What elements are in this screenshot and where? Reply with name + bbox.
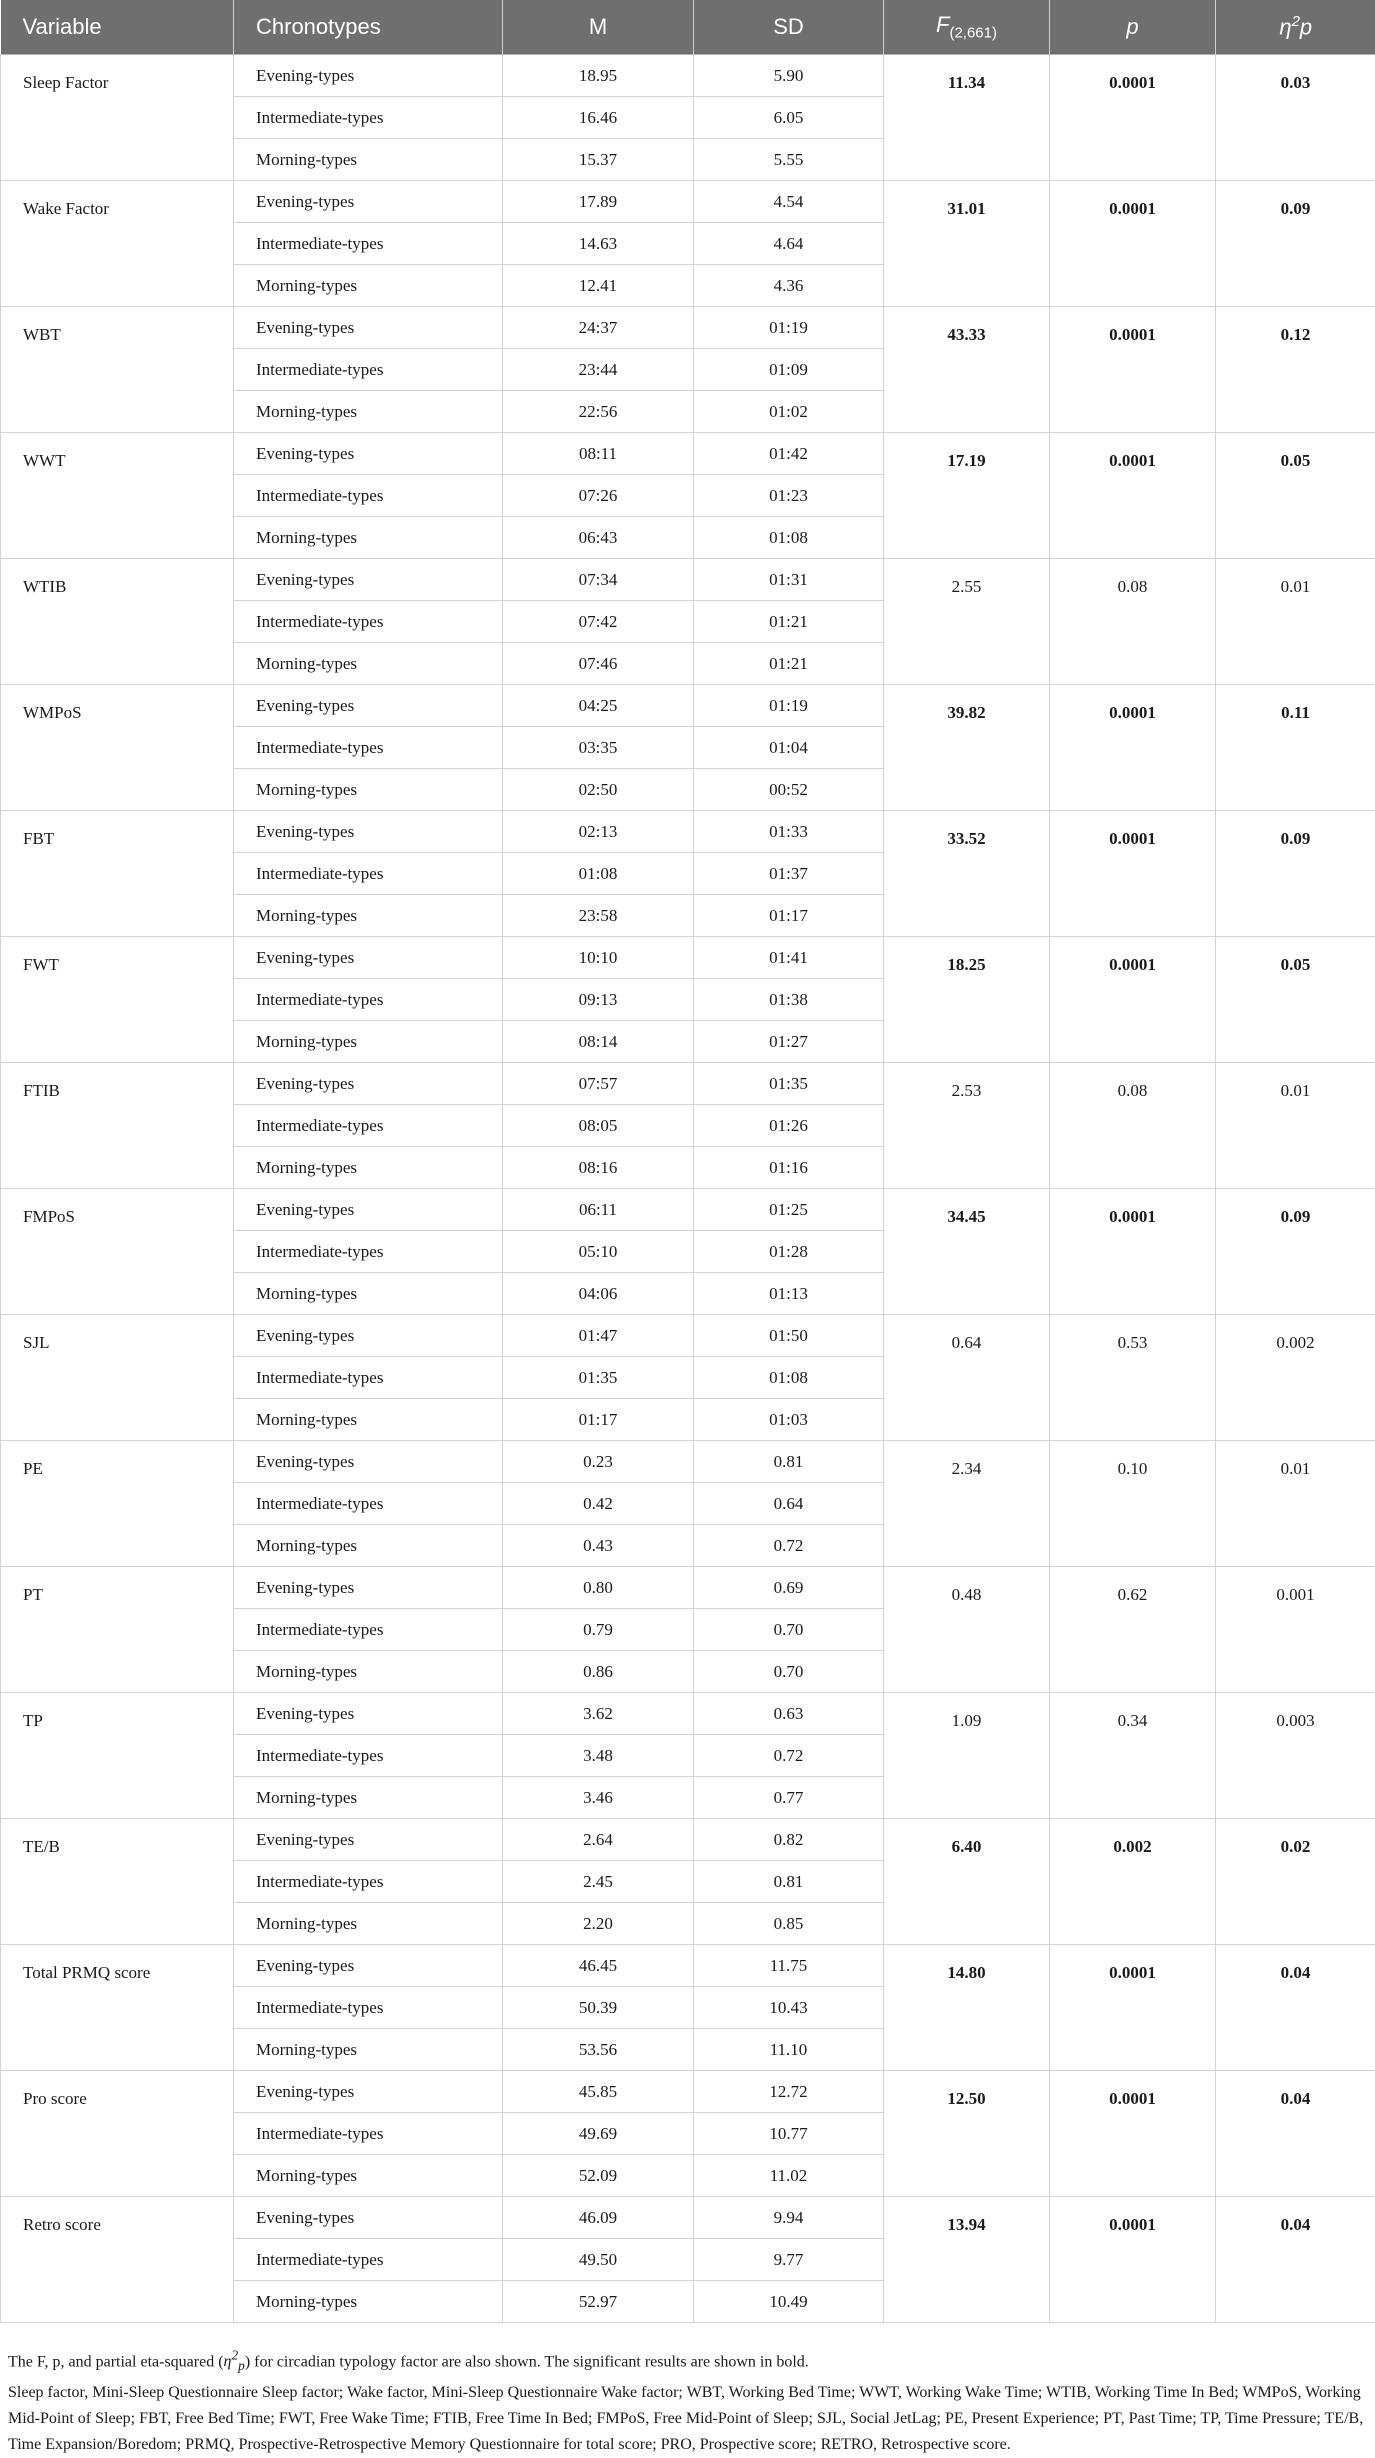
p-value-cell: 0.0001	[1050, 811, 1216, 937]
mean-cell: 01:08	[503, 853, 694, 895]
chronotype-cell: Evening-types	[234, 559, 503, 601]
chronotype-cell: Evening-types	[234, 937, 503, 979]
mean-cell: 2.64	[503, 1819, 694, 1861]
mean-cell: 12.41	[503, 265, 694, 307]
sd-cell: 01:08	[694, 517, 884, 559]
mean-cell: 05:10	[503, 1231, 694, 1273]
mean-cell: 23:44	[503, 349, 694, 391]
eta-squared-cell: 0.05	[1216, 937, 1375, 1063]
sd-cell: 10.49	[694, 2281, 884, 2323]
sd-cell: 0.81	[694, 1861, 884, 1903]
mean-cell: 2.20	[503, 1903, 694, 1945]
sd-cell: 01:19	[694, 307, 884, 349]
variable-name-cell: FTIB	[1, 1063, 234, 1189]
sd-cell: 0.70	[694, 1609, 884, 1651]
variable-name-cell: FMPoS	[1, 1189, 234, 1315]
table-row	[1, 1189, 1375, 1231]
chronotype-cell: Morning-types	[234, 2155, 503, 2197]
p-value-cell: 0.53	[1050, 1315, 1216, 1441]
mean-cell: 08:05	[503, 1105, 694, 1147]
mean-cell: 45.85	[503, 2071, 694, 2113]
f-value-cell: 2.55	[884, 559, 1050, 685]
p-value-cell: 0.62	[1050, 1567, 1216, 1693]
eta-squared-cell: 0.02	[1216, 1819, 1375, 1945]
p-value-cell: 0.0001	[1050, 685, 1216, 811]
table-body	[1, 55, 1375, 2323]
chronotype-cell: Evening-types	[234, 1567, 503, 1609]
chronotype-cell: Intermediate-types	[234, 1357, 503, 1399]
chronotype-cell: Intermediate-types	[234, 2239, 503, 2281]
chronotype-cell: Evening-types	[234, 685, 503, 727]
eta-squared-cell: 0.01	[1216, 1441, 1375, 1567]
eta-squared-cell: 0.09	[1216, 811, 1375, 937]
f-value-cell: 2.53	[884, 1063, 1050, 1189]
chronotype-cell: Evening-types	[234, 1063, 503, 1105]
sd-cell: 01:28	[694, 1231, 884, 1273]
table-row	[1, 2071, 1375, 2113]
table-row	[1, 1315, 1375, 1357]
sd-cell: 4.54	[694, 181, 884, 223]
chronotype-cell: Morning-types	[234, 1903, 503, 1945]
sd-cell: 01:19	[694, 685, 884, 727]
f-value-cell: 18.25	[884, 937, 1050, 1063]
mean-cell: 0.80	[503, 1567, 694, 1609]
chronotype-cell: Evening-types	[234, 2071, 503, 2113]
mean-cell: 02:50	[503, 769, 694, 811]
f-value-cell: 6.40	[884, 1819, 1050, 1945]
variable-name-cell: WTIB	[1, 559, 234, 685]
sd-cell: 5.90	[694, 55, 884, 97]
p-value-cell: 0.0001	[1050, 1189, 1216, 1315]
sd-cell: 6.05	[694, 97, 884, 139]
mean-cell: 08:16	[503, 1147, 694, 1189]
eta-squared-cell: 0.11	[1216, 685, 1375, 811]
footnote-significance: The F, p, and partial eta-squared $(\eta^2_p)$ for circadian typology factor are also shown. The significant results are shown in bold.	[8, 2343, 1367, 2380]
chronotype-cell: Intermediate-types	[234, 1735, 503, 1777]
chronotype-cell: Morning-types	[234, 1525, 503, 1567]
sd-cell: 9.77	[694, 2239, 884, 2281]
chronotype-cell: Morning-types	[234, 1021, 503, 1063]
sd-cell: 01:23	[694, 475, 884, 517]
table-row	[1, 811, 1375, 853]
mean-cell: 15.37	[503, 139, 694, 181]
table-row	[1, 55, 1375, 97]
sd-cell: 4.36	[694, 265, 884, 307]
chronotype-cell: Evening-types	[234, 307, 503, 349]
table-row	[1, 937, 1375, 979]
chronotype-cell: Morning-types	[234, 769, 503, 811]
mean-cell: 0.79	[503, 1609, 694, 1651]
mean-cell: 3.62	[503, 1693, 694, 1735]
header-chronotypes: Chronotypes	[234, 0, 503, 55]
mean-cell: 0.86	[503, 1651, 694, 1693]
sd-cell: 10.43	[694, 1987, 884, 2029]
mean-cell: 49.50	[503, 2239, 694, 2281]
eta-squared-cell: 0.09	[1216, 181, 1375, 307]
mean-cell: 02:13	[503, 811, 694, 853]
chronotype-cell: Evening-types	[234, 1189, 503, 1231]
chronotype-cell: Evening-types	[234, 1819, 503, 1861]
sd-cell: 5.55	[694, 139, 884, 181]
sd-cell: 0.70	[694, 1651, 884, 1693]
chronotype-cell: Intermediate-types	[234, 727, 503, 769]
footnote-abbreviations: Sleep factor, Mini-Sleep Questionnaire Sleep factor; Wake factor, Mini-Sleep Questionnaire Wake factor; WBT, Working Bed Time; WWT, Working Wake Time; WTIB, Working Time In Bed; WMPoS, Working Mid-Point of Sleep; FBT, Free Bed Time; FWT, Free Wake Time; FTIB, Free Time In Bed; FMPoS, Free Mid-Point of Sleep; SJL, Social JetLag; PE, Present Experience; PT, Past Time; TP, Time Pressure; TE/B, Time Expansion/Boredom; PRMQ, Prospective-Retrospective Memory Questionnaire for total score; PRO, Prospective score; RETRO, Retrospective score.	[8, 2380, 1367, 2458]
p-value-cell: 0.0001	[1050, 2071, 1216, 2197]
sd-cell: 9.94	[694, 2197, 884, 2239]
mean-cell: 07:34	[503, 559, 694, 601]
sd-cell: 12.72	[694, 2071, 884, 2113]
chronotype-cell: Evening-types	[234, 55, 503, 97]
mean-cell: 23:58	[503, 895, 694, 937]
sd-cell: 01:50	[694, 1315, 884, 1357]
chronotype-cell: Intermediate-types	[234, 2113, 503, 2155]
header-f-df: (2,661)	[949, 25, 997, 42]
table-row	[1, 1567, 1375, 1609]
sd-cell: 01:26	[694, 1105, 884, 1147]
chronotype-cell: Morning-types	[234, 1147, 503, 1189]
header-p-value: p	[1050, 0, 1216, 55]
chronotype-cell: Intermediate-types	[234, 853, 503, 895]
sd-cell: 4.64	[694, 223, 884, 265]
p-value-cell: 0.10	[1050, 1441, 1216, 1567]
f-value-cell: 14.80	[884, 1945, 1050, 2071]
chronotype-cell: Morning-types	[234, 1651, 503, 1693]
table-footnotes	[0, 2323, 1375, 2458]
mean-cell: 06:43	[503, 517, 694, 559]
table-header	[1, 0, 1375, 55]
sd-cell: 01:08	[694, 1357, 884, 1399]
chronotype-cell: Evening-types	[234, 2197, 503, 2239]
mean-cell: 07:46	[503, 643, 694, 685]
chronotype-cell: Morning-types	[234, 1399, 503, 1441]
sd-cell: 01:21	[694, 643, 884, 685]
mean-cell: 24:37	[503, 307, 694, 349]
mean-cell: 50.39	[503, 1987, 694, 2029]
chronotype-cell: Intermediate-types	[234, 979, 503, 1021]
f-value-cell: 1.09	[884, 1693, 1050, 1819]
eta-squared-cell: 0.01	[1216, 1063, 1375, 1189]
mean-cell: 0.43	[503, 1525, 694, 1567]
table-row	[1, 1945, 1375, 1987]
chronotype-cell: Morning-types	[234, 265, 503, 307]
f-value-cell: 2.34	[884, 1441, 1050, 1567]
chronotype-cell: Intermediate-types	[234, 349, 503, 391]
variable-name-cell: Pro score	[1, 2071, 234, 2197]
mean-cell: 46.45	[503, 1945, 694, 1987]
variable-name-cell: WWT	[1, 433, 234, 559]
p-value-cell: 0.0001	[1050, 2197, 1216, 2323]
mean-cell: 3.46	[503, 1777, 694, 1819]
header-sd: SD	[694, 0, 884, 55]
chronotype-cell: Intermediate-types	[234, 1483, 503, 1525]
mean-cell: 04:25	[503, 685, 694, 727]
eta-squared-cell: 0.12	[1216, 307, 1375, 433]
f-value-cell: 34.45	[884, 1189, 1050, 1315]
eta-squared-cell: 0.001	[1216, 1567, 1375, 1693]
header-mean: M	[503, 0, 694, 55]
variable-name-cell: WBT	[1, 307, 234, 433]
eta-squared-cell: 0.003	[1216, 1693, 1375, 1819]
eta-squared-cell: 0.04	[1216, 1945, 1375, 2071]
chronotype-cell: Evening-types	[234, 1441, 503, 1483]
f-value-cell: 17.19	[884, 433, 1050, 559]
sd-cell: 0.63	[694, 1693, 884, 1735]
table-row	[1, 559, 1375, 601]
variable-name-cell: Wake Factor	[1, 181, 234, 307]
mean-cell: 01:35	[503, 1357, 694, 1399]
sd-cell: 01:17	[694, 895, 884, 937]
chronotype-cell: Intermediate-types	[234, 97, 503, 139]
variable-name-cell: Retro score	[1, 2197, 234, 2323]
chronotype-cell: Evening-types	[234, 1315, 503, 1357]
mean-cell: 08:11	[503, 433, 694, 475]
mean-cell: 17.89	[503, 181, 694, 223]
f-value-cell: 12.50	[884, 2071, 1050, 2197]
mean-cell: 46.09	[503, 2197, 694, 2239]
sd-cell: 0.64	[694, 1483, 884, 1525]
chronotype-cell: Evening-types	[234, 181, 503, 223]
sd-cell: 10.77	[694, 2113, 884, 2155]
mean-cell: 49.69	[503, 2113, 694, 2155]
header-eta-sub: p	[1300, 15, 1312, 40]
sd-cell: 0.77	[694, 1777, 884, 1819]
table-row	[1, 1441, 1375, 1483]
variable-name-cell: TE/B	[1, 1819, 234, 1945]
mean-cell: 09:13	[503, 979, 694, 1021]
table-row	[1, 1063, 1375, 1105]
sd-cell: 0.72	[694, 1525, 884, 1567]
chronotype-cell: Morning-types	[234, 517, 503, 559]
table-row	[1, 307, 1375, 349]
chronotype-cell: Morning-types	[234, 2029, 503, 2071]
chronotype-cell: Morning-types	[234, 643, 503, 685]
table-row	[1, 181, 1375, 223]
variable-name-cell: FWT	[1, 937, 234, 1063]
sd-cell: 11.02	[694, 2155, 884, 2197]
mean-cell: 01:17	[503, 1399, 694, 1441]
variable-name-cell: WMPoS	[1, 685, 234, 811]
header-f-statistic	[884, 0, 1050, 55]
f-value-cell: 39.82	[884, 685, 1050, 811]
mean-cell: 04:06	[503, 1273, 694, 1315]
chronotype-cell: Evening-types	[234, 811, 503, 853]
sd-cell: 01:16	[694, 1147, 884, 1189]
chronotype-cell: Intermediate-types	[234, 601, 503, 643]
sd-cell: 01:38	[694, 979, 884, 1021]
sd-cell: 01:42	[694, 433, 884, 475]
sd-cell: 01:25	[694, 1189, 884, 1231]
header-eta-symbol: η	[1279, 15, 1291, 40]
chronotype-cell: Intermediate-types	[234, 223, 503, 265]
sd-cell: 01:33	[694, 811, 884, 853]
sd-cell: 0.72	[694, 1735, 884, 1777]
mean-cell: 22:56	[503, 391, 694, 433]
sd-cell: 01:27	[694, 1021, 884, 1063]
sd-cell: 0.69	[694, 1567, 884, 1609]
p-value-cell: 0.002	[1050, 1819, 1216, 1945]
sd-cell: 01:13	[694, 1273, 884, 1315]
sd-cell: 01:21	[694, 601, 884, 643]
eta-squared-cell: 0.04	[1216, 2197, 1375, 2323]
eta-squared-cell: 0.002	[1216, 1315, 1375, 1441]
eta-squared-cell: 0.01	[1216, 559, 1375, 685]
table-row	[1, 1693, 1375, 1735]
p-value-cell: 0.34	[1050, 1693, 1216, 1819]
mean-cell: 0.42	[503, 1483, 694, 1525]
chronotype-cell: Morning-types	[234, 2281, 503, 2323]
f-value-cell: 33.52	[884, 811, 1050, 937]
mean-cell: 07:42	[503, 601, 694, 643]
f-value-cell: 43.33	[884, 307, 1050, 433]
mean-cell: 14.63	[503, 223, 694, 265]
chronotype-cell: Morning-types	[234, 1777, 503, 1819]
sd-cell: 01:04	[694, 727, 884, 769]
mean-cell: 06:11	[503, 1189, 694, 1231]
table-row	[1, 1819, 1375, 1861]
header-row	[1, 0, 1375, 55]
sd-cell: 00:52	[694, 769, 884, 811]
f-value-cell: 0.48	[884, 1567, 1050, 1693]
p-value-cell: 0.0001	[1050, 433, 1216, 559]
chronotype-cell: Morning-types	[234, 1273, 503, 1315]
variable-name-cell: FBT	[1, 811, 234, 937]
header-f-letter: F	[936, 12, 949, 37]
header-eta-squared	[1216, 0, 1375, 55]
sd-cell: 01:09	[694, 349, 884, 391]
mean-cell: 16.46	[503, 97, 694, 139]
sd-cell: 01:03	[694, 1399, 884, 1441]
p-value-cell: 0.08	[1050, 1063, 1216, 1189]
mean-cell: 03:35	[503, 727, 694, 769]
mean-cell: 18.95	[503, 55, 694, 97]
mean-cell: 07:26	[503, 475, 694, 517]
eta-squared-cell: 0.09	[1216, 1189, 1375, 1315]
chronotype-cell: Intermediate-types	[234, 1609, 503, 1651]
mean-cell: 08:14	[503, 1021, 694, 1063]
chronotype-cell: Intermediate-types	[234, 475, 503, 517]
p-value-cell: 0.0001	[1050, 55, 1216, 181]
f-value-cell: 0.64	[884, 1315, 1050, 1441]
chronotype-cell: Evening-types	[234, 1693, 503, 1735]
p-value-cell: 0.0001	[1050, 181, 1216, 307]
p-value-cell: 0.0001	[1050, 307, 1216, 433]
chronotype-cell: Intermediate-types	[234, 1231, 503, 1273]
mean-cell: 2.45	[503, 1861, 694, 1903]
mean-cell: 01:47	[503, 1315, 694, 1357]
chronotype-cell: Intermediate-types	[234, 1861, 503, 1903]
mean-cell: 52.09	[503, 2155, 694, 2197]
mean-cell: 07:57	[503, 1063, 694, 1105]
sd-cell: 0.81	[694, 1441, 884, 1483]
f-value-cell: 31.01	[884, 181, 1050, 307]
p-value-cell: 0.08	[1050, 559, 1216, 685]
table-row	[1, 685, 1375, 727]
mean-cell: 53.56	[503, 2029, 694, 2071]
variable-name-cell: Sleep Factor	[1, 55, 234, 181]
sd-cell: 11.10	[694, 2029, 884, 2071]
sd-cell: 0.82	[694, 1819, 884, 1861]
p-value-cell: 0.0001	[1050, 937, 1216, 1063]
eta-squared-cell: 0.05	[1216, 433, 1375, 559]
variable-name-cell: PT	[1, 1567, 234, 1693]
header-variable: Variable	[1, 0, 234, 55]
variable-name-cell: PE	[1, 1441, 234, 1567]
chronotype-cell: Morning-types	[234, 895, 503, 937]
table-row	[1, 2197, 1375, 2239]
mean-cell: 10:10	[503, 937, 694, 979]
chronotype-cell: Intermediate-types	[234, 1105, 503, 1147]
sd-cell: 11.75	[694, 1945, 884, 1987]
variable-name-cell: SJL	[1, 1315, 234, 1441]
mean-cell: 52.97	[503, 2281, 694, 2323]
chronotype-cell: Evening-types	[234, 433, 503, 475]
sd-cell: 01:35	[694, 1063, 884, 1105]
mean-cell: 0.23	[503, 1441, 694, 1483]
f-value-cell: 11.34	[884, 55, 1050, 181]
table-row	[1, 433, 1375, 475]
variable-name-cell: TP	[1, 1693, 234, 1819]
chronotype-cell: Evening-types	[234, 1945, 503, 1987]
sd-cell: 0.85	[694, 1903, 884, 1945]
sd-cell: 01:02	[694, 391, 884, 433]
p-value-cell: 0.0001	[1050, 1945, 1216, 2071]
eta-squared-cell: 0.04	[1216, 2071, 1375, 2197]
chronotype-cell: Morning-types	[234, 139, 503, 181]
chronotype-cell: Intermediate-types	[234, 1987, 503, 2029]
variable-name-cell: Total PRMQ score	[1, 1945, 234, 2071]
mean-cell: 3.48	[503, 1735, 694, 1777]
sd-cell: 01:37	[694, 853, 884, 895]
eta-squared-cell: 0.03	[1216, 55, 1375, 181]
header-eta-sup: 2	[1292, 13, 1300, 30]
f-value-cell: 13.94	[884, 2197, 1050, 2323]
chronotype-cell: Morning-types	[234, 391, 503, 433]
sd-cell: 01:31	[694, 559, 884, 601]
sd-cell: 01:41	[694, 937, 884, 979]
